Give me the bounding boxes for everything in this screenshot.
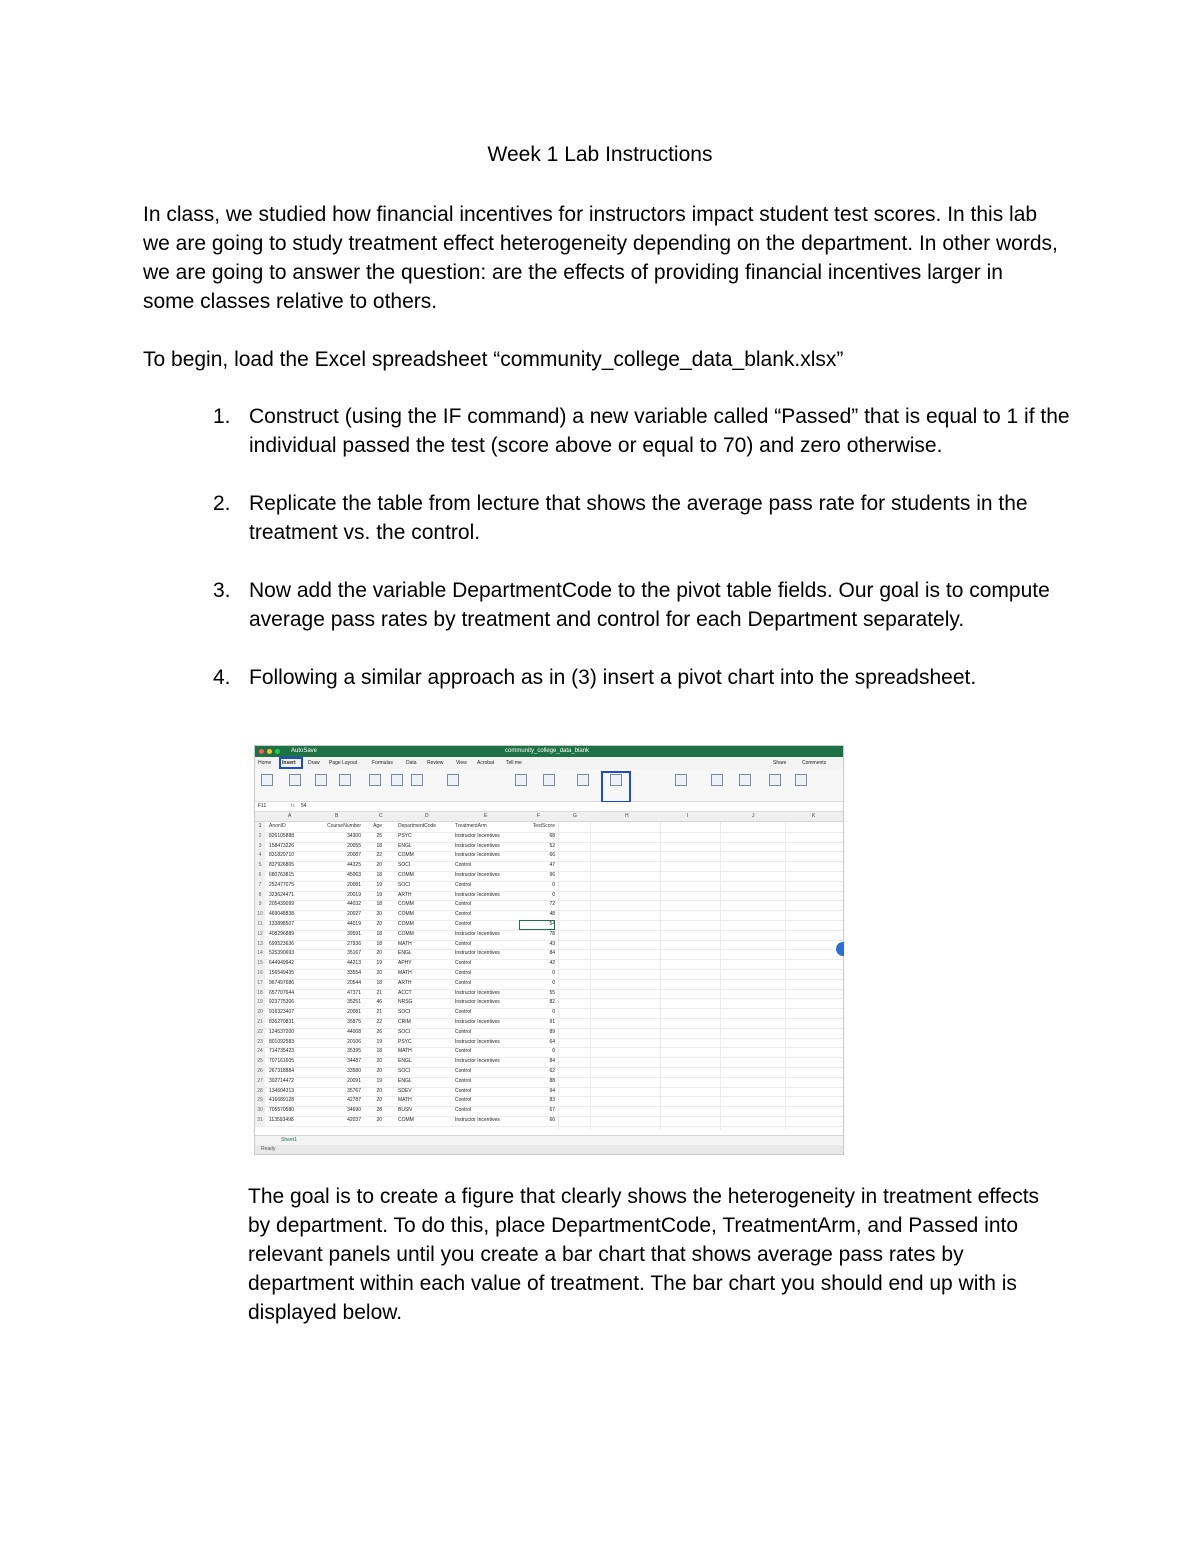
anon-id-cell: 699523636: [269, 940, 295, 947]
row-number: 1: [255, 822, 265, 832]
column-letter: F: [537, 813, 541, 819]
treatment-arm-cell: Instructor Incentives: [455, 872, 500, 878]
row-number: 30: [255, 1106, 265, 1116]
age-cell: 20: [376, 950, 382, 957]
treatment-arm-cell: Control: [455, 970, 472, 976]
test-score-cell: 42: [549, 960, 555, 967]
age-cell: 20: [376, 862, 382, 869]
department-cell: COMM: [398, 1117, 414, 1123]
department-cell: ENGL: [398, 842, 412, 849]
department-cell: ACCT: [398, 989, 412, 996]
row-number: 24: [255, 1047, 265, 1057]
test-score-cell: 88: [549, 1077, 555, 1084]
course-number-cell: 39591: [347, 930, 361, 937]
comments-button: Comments: [802, 760, 827, 766]
row-number: 29: [255, 1096, 265, 1106]
column-letter: I: [687, 813, 689, 819]
anon-id-cell: 705570580: [269, 1107, 295, 1114]
intro-paragraph: In class, we studied how financial incentives for instructors impact student test scores. In this lab we are going to study treatment effect heterogeneity depending on the department. In other words, we are going to answer the question: are the effects of providing financial incentives larger in some classes relative to others.: [143, 203, 1058, 313]
anon-id-cell: 158473226: [269, 842, 295, 849]
maps-icon: [577, 774, 589, 786]
column-letter: H: [625, 813, 629, 819]
treatment-arm-cell: Control: [455, 911, 472, 918]
course-number-cell: 20087: [347, 852, 361, 859]
department-cell: MATH: [398, 1048, 412, 1055]
treatment-arm-cell: Instructor Incentives: [455, 999, 500, 1006]
excel-title-bar: [255, 746, 843, 757]
status-bar: [255, 1145, 843, 1154]
tab-draw: Draw: [308, 760, 320, 766]
age-cell: 19: [376, 1077, 382, 1084]
shapes-icon: [391, 774, 403, 786]
column-letter: D: [425, 813, 429, 819]
column-letter: A: [288, 813, 292, 819]
age-cell: 18: [376, 1048, 382, 1055]
department-cell: MATH: [398, 1097, 412, 1104]
excel-screenshot: [254, 745, 844, 1155]
course-number-cell: 42037: [347, 1117, 361, 1123]
list-item: [143, 489, 1073, 547]
course-number-cell: 44325: [347, 862, 361, 869]
test-score-cell: 0: [552, 891, 555, 898]
course-number-cell: 47371: [347, 989, 361, 996]
treatment-arm-cell: Control: [455, 979, 472, 986]
list-item: [143, 402, 1073, 460]
course-number-cell: 35167: [347, 950, 361, 957]
treatment-arm-cell: Control: [455, 940, 472, 947]
anon-id-cell: 469048838: [269, 911, 295, 918]
anon-id-cell: 408296889: [269, 930, 295, 937]
item-text: Construct (using the IF command) a new variable called “Passed” that is equal to 1 if the individual passed the test (score above or equal to 70) and zero otherwise.: [249, 405, 1070, 457]
department-cell: SOCI: [398, 1028, 411, 1035]
anon-id-cell: 113593498: [269, 1117, 294, 1123]
test-score-cell: 62: [549, 1068, 555, 1074]
minimize-dot-icon: [267, 749, 272, 754]
age-cell: 25: [376, 832, 382, 839]
tab-insert: Insert: [282, 760, 296, 766]
course-number-cell: 20091: [347, 1077, 361, 1084]
test-score-cell: 47: [549, 862, 555, 869]
tab-acrobat: Acrobat: [477, 760, 495, 766]
recommended-pivottables-icon: [289, 774, 301, 786]
age-cell: 18: [376, 940, 382, 947]
cell-reference: F11: [258, 803, 267, 809]
anon-id-cell: 124537200: [269, 1028, 295, 1035]
age-cell: 19: [376, 960, 382, 967]
course-number-cell: 44019: [347, 921, 361, 927]
department-cell: MATH: [398, 970, 412, 976]
test-score-cell: 0: [552, 979, 555, 986]
row-number: 16: [255, 969, 265, 979]
charts-icon: [543, 774, 555, 786]
treatment-arm-cell: Instructor Incentives: [455, 950, 500, 957]
age-cell: 20: [376, 911, 382, 918]
tab-home: Home: [258, 760, 272, 766]
selected-cell: [519, 920, 555, 930]
row-number: 25: [255, 1057, 265, 1067]
row-number: 5: [255, 861, 265, 871]
department-cell: NRSG: [398, 999, 413, 1006]
test-score-cell: 52: [549, 842, 555, 849]
column-letter: B: [335, 813, 339, 819]
item-text: Now add the variable DepartmentCode to the pivot table fields. Our goal is to compute average pass rates by treatment and control for each Department separately.: [249, 579, 1050, 631]
anon-id-cell: 837926805: [269, 862, 295, 869]
tab-page-layout: Page Layout: [329, 760, 358, 766]
course-number-cell: 33554: [347, 970, 361, 976]
department-cell: COMM: [398, 872, 414, 878]
row-number: 19: [255, 998, 265, 1008]
insert-tab-highlight: [279, 757, 303, 769]
anon-id-cell: 826105888: [269, 832, 295, 839]
row-number: 10: [255, 910, 265, 920]
test-score-cell: 66: [549, 1117, 555, 1123]
header-cell: TreatmentArm: [455, 823, 487, 829]
anon-id-cell: 923775306: [269, 999, 295, 1006]
table-row: [255, 1116, 843, 1127]
age-cell: 18: [376, 842, 382, 849]
anon-id-cell: 644949942: [269, 960, 295, 967]
new-comment-icon: [739, 774, 751, 786]
course-number-cell: 20055: [347, 842, 361, 849]
age-cell: 19: [376, 881, 382, 888]
anon-id-cell: 156549435: [269, 970, 295, 976]
sheet-grid: [255, 822, 843, 1130]
row-number: 20: [255, 1008, 265, 1018]
row-number: 28: [255, 1087, 265, 1097]
test-score-cell: 96: [549, 872, 555, 878]
edge-marker: [836, 942, 844, 956]
treatment-arm-cell: Instructor Incentives: [455, 852, 500, 859]
link-icon: [711, 774, 723, 786]
course-number-cell: 20081: [347, 1009, 361, 1016]
age-cell: 20: [376, 1097, 382, 1104]
anon-id-cell: 680763815: [269, 872, 295, 878]
row-number: 26: [255, 1067, 265, 1077]
treatment-arm-cell: Control: [455, 881, 472, 888]
anon-id-cell: 134604313: [269, 1087, 295, 1094]
course-number-cell: 20106: [347, 1038, 361, 1045]
pivotchart-highlight: [601, 771, 631, 803]
course-number-cell: 42787: [347, 1097, 361, 1104]
course-number-cell: 34300: [347, 832, 361, 839]
data-from-picture-icon: [339, 774, 351, 786]
department-cell: BUSN: [398, 1107, 412, 1114]
department-cell: CRIM: [398, 1019, 411, 1025]
header-cell: DepartmentCode: [398, 823, 437, 829]
row-number: 22: [255, 1028, 265, 1038]
test-score-cell: 91: [549, 1019, 555, 1025]
header-cell: CourseNumber: [327, 823, 361, 829]
anon-id-cell: 267318884: [269, 1068, 295, 1074]
row-number: 6: [255, 871, 265, 881]
anon-id-cell: 525390693: [269, 950, 295, 957]
anon-id-cell: 205439099: [269, 901, 295, 908]
row-number: 11: [255, 920, 265, 930]
age-cell: 22: [376, 1019, 382, 1025]
row-number: 9: [255, 900, 265, 910]
test-score-cell: 72: [549, 901, 555, 908]
test-score-cell: 68: [549, 832, 555, 839]
item-number: 2.: [213, 492, 231, 515]
list-item: [143, 663, 1073, 692]
column-letter: C: [379, 813, 383, 819]
file-name: community_college_data_blank: [505, 748, 590, 754]
department-cell: COMM: [398, 921, 414, 927]
row-number: 7: [255, 881, 265, 891]
row-number: 27: [255, 1077, 265, 1087]
age-cell: 20: [376, 1087, 382, 1094]
treatment-arm-cell: Control: [455, 1048, 472, 1055]
list-item: [143, 576, 1073, 634]
age-cell: 21: [376, 1009, 382, 1016]
course-number-cell: 44032: [347, 901, 361, 908]
ribbon-toolbar: [255, 769, 843, 802]
treatment-arm-cell: Instructor Incentives: [455, 842, 500, 849]
icons-icon: [411, 774, 423, 786]
anon-id-cell: 657707644: [269, 989, 295, 996]
row-number: 12: [255, 930, 265, 940]
equation-icon: [795, 774, 807, 786]
formula-value: 54: [301, 803, 307, 809]
column-letter: K: [812, 813, 816, 819]
header-cell: AnonID: [269, 823, 286, 829]
tab-review: Review: [427, 760, 444, 766]
treatment-arm-cell: Instructor Incentives: [455, 989, 500, 996]
treatment-arm-cell: Instructor Incentives: [455, 832, 500, 839]
recommended-charts-icon: [515, 774, 527, 786]
age-cell: 46: [376, 999, 382, 1006]
treatment-arm-cell: Instructor Incentives: [455, 1038, 500, 1045]
zoom-dot-icon: [275, 749, 280, 754]
treatment-arm-cell: Instructor Incentives: [455, 1058, 500, 1065]
treatment-arm-cell: Control: [455, 1068, 472, 1074]
course-number-cell: 45063: [347, 872, 361, 878]
tell-me: Tell me: [506, 760, 522, 766]
row-number: 15: [255, 959, 265, 969]
age-cell: 19: [376, 1038, 382, 1045]
course-number-cell: 34487: [347, 1058, 361, 1065]
age-cell: 19: [376, 891, 382, 898]
test-score-cell: 64: [549, 1038, 555, 1045]
age-cell: 18: [376, 901, 382, 908]
department-cell: ENGL: [398, 1058, 412, 1065]
item-text: Replicate the table from lecture that shows the average pass rate for students in the treatment vs. the control.: [249, 492, 1028, 544]
department-cell: SDEV: [398, 1087, 412, 1094]
age-cell: 21: [376, 989, 382, 996]
fx-icon: fx: [291, 803, 295, 809]
row-number: 31: [255, 1116, 265, 1126]
anon-id-cell: 801092583: [269, 1038, 295, 1045]
column-letter: E: [484, 813, 488, 819]
department-cell: APHY: [398, 960, 412, 967]
course-number-cell: 20081: [347, 881, 361, 888]
anon-id-cell: 916323407: [269, 1009, 295, 1016]
sheet-tabs-bar: [255, 1135, 843, 1145]
age-cell: 26: [376, 1028, 382, 1035]
test-score-cell: 89: [549, 1028, 555, 1035]
department-cell: PSYC: [398, 1038, 412, 1045]
pivottable-icon: [261, 774, 273, 786]
treatment-arm-cell: Control: [455, 1107, 472, 1114]
course-number-cell: 20027: [347, 911, 361, 918]
test-score-cell: 0: [552, 1009, 555, 1016]
course-number-cell: 20544: [347, 979, 361, 986]
course-number-cell: 33580: [347, 1068, 361, 1074]
department-cell: ENGL: [398, 950, 412, 957]
test-score-cell: 43: [549, 940, 555, 947]
department-cell: COMM: [398, 911, 414, 918]
test-score-cell: 83: [549, 1097, 555, 1104]
test-score-cell: 78: [549, 930, 555, 937]
column-letter: G: [573, 813, 577, 819]
close-dot-icon: [259, 749, 264, 754]
test-score-cell: 94: [549, 1087, 555, 1094]
test-score-cell: 84: [549, 950, 555, 957]
course-number-cell: 35395: [347, 1048, 361, 1055]
treatment-arm-cell: Control: [455, 901, 472, 908]
row-number: 17: [255, 979, 265, 989]
row-number: 21: [255, 1018, 265, 1028]
age-cell: 20: [376, 970, 382, 976]
treatment-arm-cell: Control: [455, 1087, 472, 1094]
test-score-cell: 54: [549, 921, 555, 927]
age-cell: 20: [376, 1058, 382, 1065]
treatment-arm-cell: Instructor Incentives: [455, 930, 500, 937]
test-score-cell: 82: [549, 999, 555, 1006]
tab-formulas: Formulas: [372, 760, 393, 766]
treatment-arm-cell: Control: [455, 921, 472, 927]
anon-id-cell: 302714472: [269, 1077, 295, 1084]
department-cell: MATH: [398, 940, 412, 947]
row-number: 14: [255, 949, 265, 959]
get-addins-icon: [447, 774, 459, 786]
treatment-arm-cell: Instructor Incentives: [455, 891, 500, 898]
treatment-arm-cell: Control: [455, 1009, 472, 1016]
age-cell: 22: [376, 852, 382, 859]
department-cell: COMM: [398, 930, 414, 937]
table-icon: [315, 774, 327, 786]
goal-paragraph: The goal is to create a figure that clearly shows the heterogeneity in treatment effects by department. To do this, place DepartmentCode, TreatmentArm, and Passed into relevant panels until you create a bar chart that shows average pass rates by department within each value of treatment. The bar chart you should end up with is displayed below.: [248, 1185, 1040, 1324]
autosave-label: AutoSave: [291, 748, 318, 754]
department-cell: COMM: [398, 901, 414, 908]
age-cell: 28: [376, 1107, 382, 1114]
item-number: 1.: [213, 405, 231, 428]
anon-id-cell: 133898507: [269, 921, 295, 927]
status-text: Ready: [261, 1146, 276, 1152]
treatment-arm-cell: Control: [455, 1097, 472, 1104]
anon-id-cell: 714735423: [269, 1048, 295, 1055]
course-number-cell: 20019: [347, 891, 361, 898]
header-cell: TestScore: [532, 823, 555, 829]
row-number: 4: [255, 851, 265, 861]
department-cell: ARTH: [398, 979, 412, 986]
row-number: 2: [255, 832, 265, 842]
row-number: 13: [255, 940, 265, 950]
department-cell: SOCI: [398, 862, 411, 869]
page-title: Week 1 Lab Instructions: [487, 143, 713, 166]
formula-bar: [255, 802, 843, 812]
test-score-cell: 84: [549, 1058, 555, 1065]
anon-id-cell: 831829710: [269, 852, 295, 859]
course-number-cell: 34690: [347, 1107, 361, 1114]
anon-id-cell: 707161605: [269, 1058, 295, 1065]
sheet-tab: Sheet1: [281, 1137, 297, 1143]
department-cell: ENGL: [398, 1077, 412, 1084]
anon-id-cell: 323624471: [269, 891, 295, 898]
begin-paragraph: To begin, load the Excel spreadsheet “community_college_data_blank.xlsx”: [143, 348, 844, 371]
treatment-arm-cell: Instructor Incentives: [455, 1019, 500, 1025]
test-score-cell: 48: [549, 911, 555, 918]
test-score-cell: 67: [549, 1107, 555, 1114]
treatment-arm-cell: Control: [455, 1077, 472, 1084]
anon-id-cell: 967497686: [269, 979, 295, 986]
header-cell: Age: [373, 823, 382, 829]
treatment-arm-cell: Control: [455, 960, 472, 967]
anon-id-cell: 416689128: [269, 1097, 295, 1104]
tab-data: Data: [406, 760, 417, 766]
anon-id-cell: 836270831: [269, 1019, 295, 1025]
sparklines-icon: [675, 774, 687, 786]
share-button: Share: [773, 760, 787, 766]
test-score-cell: 55: [549, 989, 555, 996]
treatment-arm-cell: Control: [455, 862, 472, 869]
course-number-cell: 35875: [347, 1019, 361, 1025]
anon-id-cell: 252477075: [269, 881, 295, 888]
age-cell: 20: [376, 1117, 382, 1123]
item-text: Following a similar approach as in (3) insert a pivot chart into the spreadsheet.: [249, 666, 977, 689]
age-cell: 20: [376, 921, 382, 927]
row-number: 8: [255, 891, 265, 901]
department-cell: SOCI: [398, 881, 411, 888]
test-score-cell: 0: [552, 881, 555, 888]
age-cell: 18: [376, 979, 382, 986]
age-cell: 18: [376, 930, 382, 937]
course-number-cell: 44213: [347, 960, 361, 967]
ribbon-tabs: [255, 757, 843, 769]
course-number-cell: 27936: [347, 940, 361, 947]
test-score-cell: 66: [549, 852, 555, 859]
pictures-icon: [369, 774, 381, 786]
row-number: 23: [255, 1038, 265, 1048]
item-number: 4.: [213, 666, 231, 689]
column-headers: [255, 812, 843, 822]
test-score-cell: 0: [552, 1048, 555, 1055]
treatment-arm-cell: Control: [455, 1028, 472, 1035]
department-cell: ARTH: [398, 891, 412, 898]
department-cell: SOCI: [398, 1009, 411, 1016]
course-number-cell: 35767: [347, 1087, 361, 1094]
course-number-cell: 35251: [347, 999, 361, 1006]
treatment-arm-cell: Instructor Incentives: [455, 1117, 500, 1123]
test-score-cell: 0: [552, 970, 555, 976]
department-cell: SOCI: [398, 1068, 411, 1074]
age-cell: 18: [376, 872, 382, 878]
department-cell: PSYC: [398, 832, 412, 839]
course-number-cell: 44008: [347, 1028, 361, 1035]
row-number: 18: [255, 989, 265, 999]
row-number: 3: [255, 842, 265, 852]
age-cell: 20: [376, 1068, 382, 1074]
item-number: 3.: [213, 579, 231, 602]
department-cell: COMM: [398, 852, 414, 859]
column-letter: J: [752, 813, 755, 819]
text-icon: [769, 774, 781, 786]
instruction-list: [143, 402, 1073, 721]
tab-view: View: [456, 760, 467, 766]
